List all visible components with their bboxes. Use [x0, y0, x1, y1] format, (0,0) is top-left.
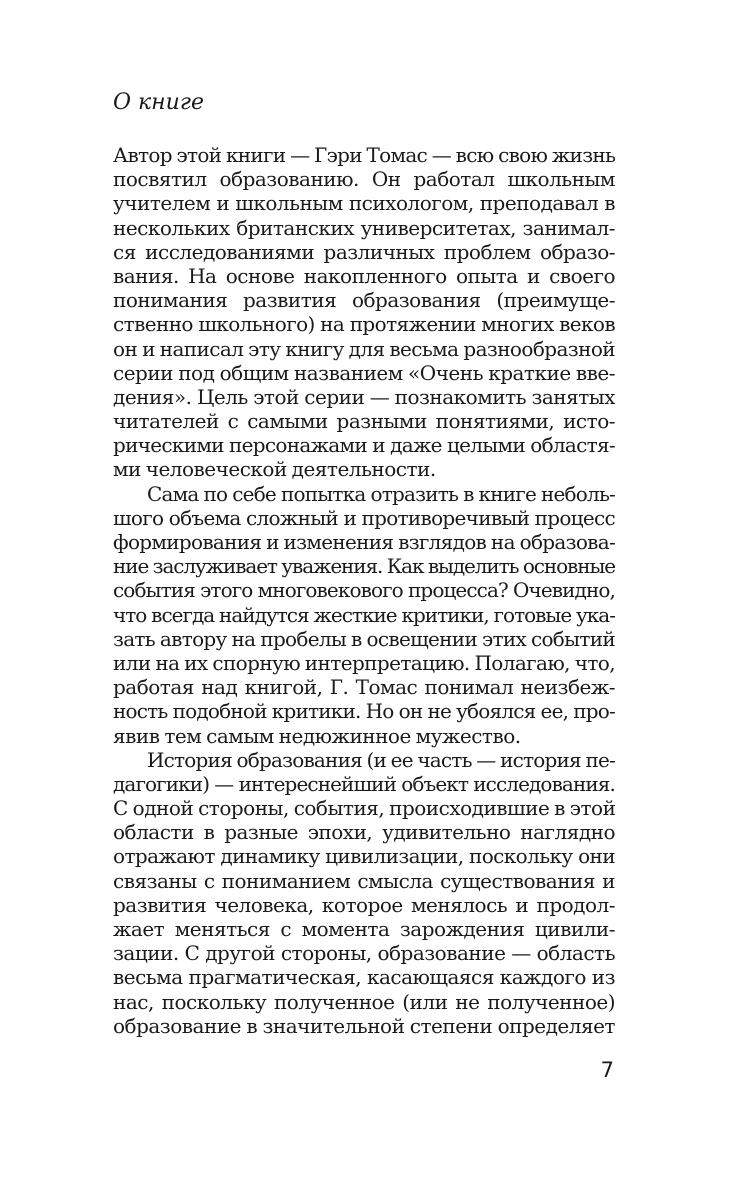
text-line: связаны с пониманием смысла существования и	[113, 868, 615, 893]
text-line: события этого многовекового процесса? Очевидно,	[113, 578, 615, 603]
text-line: дения». Цель этой серии — познакомить занятых	[113, 384, 615, 409]
text-line: ственно школьного) на протяжении многих веков	[113, 312, 615, 337]
text-line: нас, поскольку полученное (или не полученное)	[113, 989, 615, 1014]
text-line: зать автору на пробелы в освещении этих событий	[113, 626, 615, 651]
section-title: О книге	[113, 90, 204, 115]
text-line: История образования (и ее часть — история пе-	[147, 747, 615, 772]
text-line: понимания развития образования (преимуще-	[113, 288, 615, 313]
text-line: области в разные эпохи, удивительно наглядно	[113, 820, 615, 845]
text-line: посвятил образованию. Он работал школьным	[113, 167, 615, 192]
text-line: формирования и изменения взглядов на образова-	[113, 530, 615, 554]
text-line: С одной стороны, события, происходившие в этой	[113, 796, 615, 821]
text-line: жает меняться с момента зарождения цивили-	[113, 917, 615, 941]
text-line: явив тем самым недюжинное мужество.	[113, 723, 521, 748]
text-line: что всегда найдутся жесткие критики, готовые ука-	[113, 602, 615, 627]
text-line: дагогики) — интереснейший объект исследования.	[113, 771, 615, 796]
text-line: развития человека, которое менялось и продол-	[113, 892, 615, 917]
text-line: серии под общим названием «Очень краткие вве-	[113, 360, 615, 385]
text-line: или на их спорную интерпретацию. Полагаю, что,	[113, 650, 615, 675]
text-line: он и написал эту книгу для весьма разнообразной	[113, 336, 615, 361]
text-line: образование в значительной степени определяет	[113, 1013, 615, 1038]
text-line: ся исследованиями различных проблем образо-	[113, 239, 615, 264]
text-line: нескольких британских университетах, занимал-	[113, 215, 615, 240]
text-line: отражают динамику цивилизации, поскольку они	[113, 844, 615, 869]
text-line: ми человеческой деятельности.	[113, 457, 436, 482]
text-line: работая над книгой, Г. Томас понимал неизбеж-	[113, 675, 615, 700]
text-line: ность подобной критики. Но он не убоялся ее, про-	[113, 699, 615, 724]
text-line: рическими персонажами и даже целыми областя-	[113, 433, 615, 458]
text-line: зации. С другой стороны, образование — область	[113, 941, 615, 966]
text-line: читателей с самыми разными понятиями, исто-	[113, 409, 615, 434]
text-line: Сама по себе попытка отразить в книге неболь-	[147, 481, 615, 506]
body-text	[113, 143, 615, 1038]
text-line: весьма прагматическая, касающаяся каждого из	[113, 965, 615, 990]
text-line: вания. На основе накопленного опыта и своего	[113, 263, 615, 288]
text-line: шого объема сложный и противоречивый процесс	[113, 505, 615, 530]
text-line: учителем и школьным психологом, преподавал в	[113, 191, 615, 216]
text-line: ние заслуживает уважения. Как выделить основные	[113, 554, 615, 579]
page-number: 7	[600, 1058, 614, 1082]
text-line: Автор этой книги — Гэри Томас — всю свою жизнь	[113, 143, 615, 167]
